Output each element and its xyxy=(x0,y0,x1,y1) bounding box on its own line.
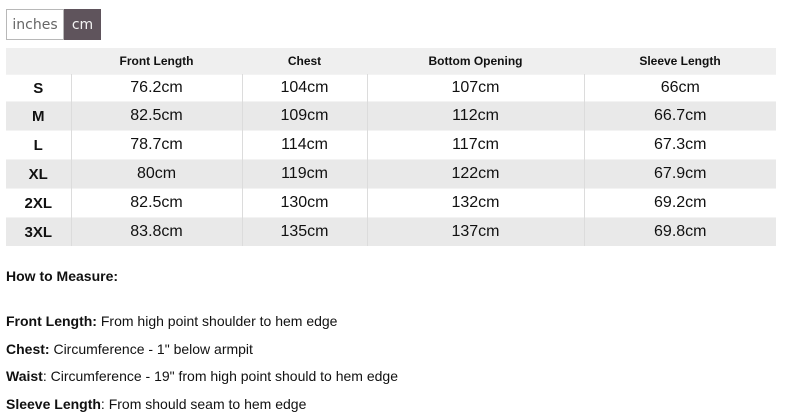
bottom-opening-cell: 117cm xyxy=(367,131,584,160)
bottom-opening-cell: 112cm xyxy=(367,102,584,131)
list-item xyxy=(6,363,606,391)
how-to-measure-section xyxy=(6,266,118,286)
measure-label: Chest: xyxy=(6,341,50,357)
measure-label: Sleeve Length xyxy=(6,396,101,412)
front-length-cell: 78.7cm xyxy=(71,131,242,160)
size-cell: XL xyxy=(6,160,71,189)
bottom-opening-cell: 137cm xyxy=(367,218,584,247)
bottom-opening-cell: 122cm xyxy=(367,160,584,189)
measure-label: Waist xyxy=(6,368,43,384)
table-row xyxy=(6,131,776,160)
unit-cm-button[interactable]: cm xyxy=(64,9,101,40)
chest-cell: 130cm xyxy=(242,189,367,218)
header-sleeve-length: Sleeve Length xyxy=(584,48,776,75)
size-cell: 2XL xyxy=(6,189,71,218)
sleeve-length-cell: 67.9cm xyxy=(584,160,776,189)
front-length-cell: 82.5cm xyxy=(71,102,242,131)
list-item xyxy=(6,336,606,364)
chest-cell: 135cm xyxy=(242,218,367,247)
sleeve-length-cell: 66cm xyxy=(584,75,776,102)
measure-label: Front Length: xyxy=(6,313,97,329)
table-row xyxy=(6,75,776,102)
unit-inches-button[interactable]: inches xyxy=(6,9,64,40)
list-item xyxy=(6,391,606,418)
size-cell: M xyxy=(6,102,71,131)
table-row xyxy=(6,160,776,189)
sleeve-length-cell: 69.8cm xyxy=(584,218,776,247)
chest-cell: 119cm xyxy=(242,160,367,189)
header-front-length: Front Length xyxy=(71,48,242,75)
size-chart-table xyxy=(6,48,776,246)
table-row xyxy=(6,102,776,131)
header-chest: Chest xyxy=(242,48,367,75)
size-cell: S xyxy=(6,75,71,102)
chest-cell: 104cm xyxy=(242,75,367,102)
table-header-row xyxy=(6,48,776,75)
chest-cell: 109cm xyxy=(242,102,367,131)
front-length-cell: 82.5cm xyxy=(71,189,242,218)
how-to-measure-title: How to Measure: xyxy=(6,266,118,286)
front-length-cell: 83.8cm xyxy=(71,218,242,247)
table-row xyxy=(6,189,776,218)
measure-text: : Circumference - 19" from high point should to hem edge xyxy=(43,368,398,384)
front-length-cell: 80cm xyxy=(71,160,242,189)
sleeve-length-cell: 67.3cm xyxy=(584,131,776,160)
sleeve-length-cell: 69.2cm xyxy=(584,189,776,218)
header-bottom-opening: Bottom Opening xyxy=(367,48,584,75)
measure-list xyxy=(6,308,606,418)
measure-text: From high point shoulder to hem edge xyxy=(97,313,337,329)
bottom-opening-cell: 107cm xyxy=(367,75,584,102)
measure-text: Circumference - 1" below armpit xyxy=(50,341,253,357)
measure-text: : From should seam to hem edge xyxy=(101,396,306,412)
header-size xyxy=(6,48,71,75)
unit-toggle xyxy=(6,9,101,40)
front-length-cell: 76.2cm xyxy=(71,75,242,102)
table-row xyxy=(6,218,776,247)
size-cell: L xyxy=(6,131,71,160)
chest-cell: 114cm xyxy=(242,131,367,160)
bottom-opening-cell: 132cm xyxy=(367,189,584,218)
list-item xyxy=(6,308,606,336)
sleeve-length-cell: 66.7cm xyxy=(584,102,776,131)
size-cell: 3XL xyxy=(6,218,71,247)
